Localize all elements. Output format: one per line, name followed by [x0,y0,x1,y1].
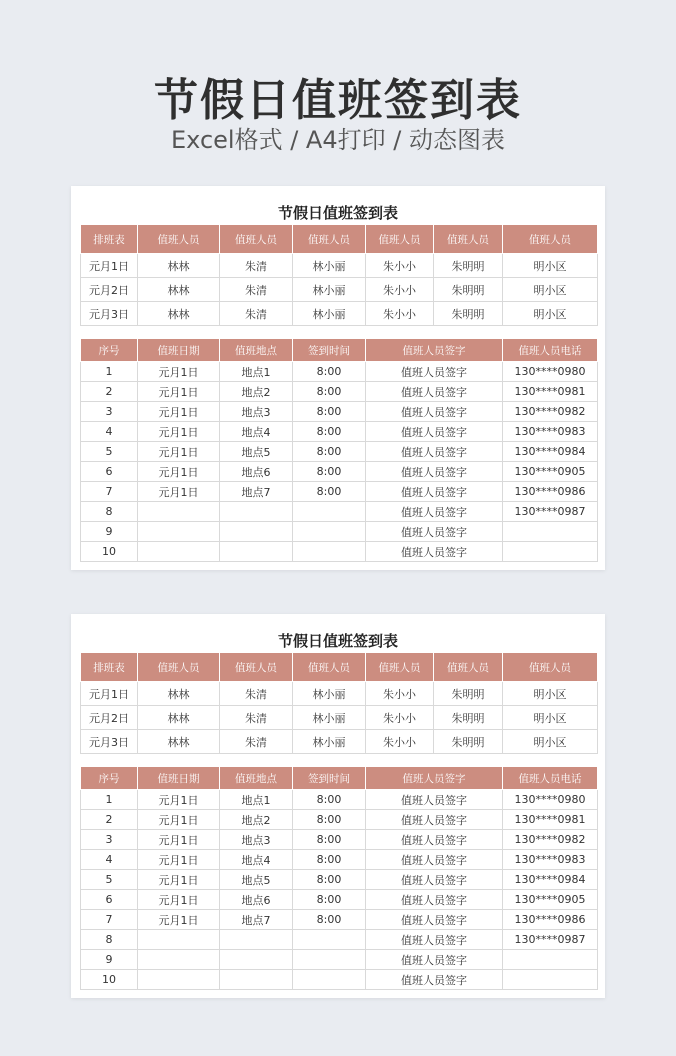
schedule-cell: 朱小小 [366,730,434,754]
signin-cell [503,950,598,970]
signin-cell: 值班人员签字 [366,522,503,542]
signin-cell: 元月1日 [138,382,220,402]
table-row [81,706,598,730]
signin-cell: 130****0982 [503,830,598,850]
signin-cell: 130****0982 [503,402,598,422]
table-row [81,682,598,706]
table-row [81,254,598,278]
signin-cell: 元月1日 [138,830,220,850]
signin-cell: 元月1日 [138,362,220,382]
header-row [81,339,598,362]
table-row [81,850,598,870]
header-row [81,653,598,682]
schedule-cell: 明小区 [503,682,598,706]
signin-cell: 130****0980 [503,790,598,810]
signin-cell: 地点3 [220,402,293,422]
schedule-cell: 朱明明 [434,278,503,302]
table-row [81,870,598,890]
signin-cell: 元月1日 [138,442,220,462]
signin-cell: 值班人员签字 [366,382,503,402]
signin-cell [220,970,293,990]
signin-cell: 值班人员签字 [366,422,503,442]
schedule-cell: 明小区 [503,730,598,754]
signin-cell: 6 [81,462,138,482]
signin-cell: 地点2 [220,382,293,402]
schedule-header-cell: 排班表 [81,225,138,254]
schedule-cell: 朱小小 [366,682,434,706]
signin-table [80,338,598,562]
signin-header-cell: 值班地点 [220,767,293,790]
signin-header-cell: 值班地点 [220,339,293,362]
table-row [81,790,598,810]
table-row [81,482,598,502]
signin-cell: 元月1日 [138,910,220,930]
signin-cell: 3 [81,402,138,422]
signin-cell: 7 [81,910,138,930]
table-row [81,930,598,950]
signin-cell [138,930,220,950]
signin-cell: 地点3 [220,830,293,850]
signin-cell: 8:00 [293,870,366,890]
schedule-header-cell: 值班人员 [220,225,293,254]
table-row [81,402,598,422]
signin-cell: 值班人员签字 [366,890,503,910]
schedule-cell: 林林 [138,706,220,730]
signin-cell: 8:00 [293,362,366,382]
signin-cell: 地点4 [220,850,293,870]
signin-header-cell: 值班人员电话 [503,767,598,790]
signin-cell: 元月1日 [138,790,220,810]
signin-cell: 地点7 [220,910,293,930]
signin-cell: 8:00 [293,830,366,850]
signin-cell [293,522,366,542]
signin-cell [138,950,220,970]
page-subtitle: Excel格式 / A4打印 / 动态图表 [171,126,505,154]
signin-cell: 9 [81,950,138,970]
schedule-cell: 元月1日 [81,254,138,278]
signin-cell: 130****0981 [503,382,598,402]
schedule-cell: 元月3日 [81,302,138,326]
signin-cell: 地点1 [220,362,293,382]
signin-header-cell: 签到时间 [293,767,366,790]
signin-cell: 2 [81,382,138,402]
signin-cell: 元月1日 [138,850,220,870]
signin-cell: 6 [81,890,138,910]
signin-cell [503,542,598,562]
signin-cell: 130****0986 [503,482,598,502]
schedule-cell: 明小区 [503,254,598,278]
table-row [81,542,598,562]
signin-cell: 元月1日 [138,422,220,442]
schedule-table [80,652,598,754]
signin-header-cell: 值班日期 [138,339,220,362]
signin-cell: 地点5 [220,870,293,890]
signin-cell: 8:00 [293,402,366,422]
signin-cell: 5 [81,442,138,462]
schedule-cell: 朱清 [220,254,293,278]
signin-cell: 值班人员签字 [366,910,503,930]
signin-cell: 8:00 [293,382,366,402]
signin-cell: 1 [81,790,138,810]
signin-cell: 8 [81,502,138,522]
signin-cell: 值班人员签字 [366,482,503,502]
signin-cell: 8 [81,930,138,950]
signin-header [81,767,598,790]
signin-cell: 5 [81,870,138,890]
schedule-header-cell: 排班表 [81,653,138,682]
schedule-header-cell: 值班人员 [293,653,366,682]
table-row [81,362,598,382]
signin-cell: 地点6 [220,462,293,482]
signin-cell [293,930,366,950]
table-row [81,730,598,754]
signin-cell [138,522,220,542]
signin-cell: 地点5 [220,442,293,462]
table-row [81,302,598,326]
header-row [81,225,598,254]
table-row [81,278,598,302]
schedule-cell: 朱清 [220,730,293,754]
schedule-table [80,224,598,326]
table-row [81,950,598,970]
signin-cell [503,970,598,990]
signin-cell: 2 [81,810,138,830]
signin-cell: 4 [81,850,138,870]
signin-cell [220,502,293,522]
signin-cell: 10 [81,542,138,562]
signin-header-cell: 值班人员签字 [366,767,503,790]
signin-body [81,790,598,990]
schedule-cell: 朱小小 [366,254,434,278]
signin-cell [138,542,220,562]
signin-cell [220,522,293,542]
schedule-header-cell: 值班人员 [366,225,434,254]
signin-cell: 10 [81,970,138,990]
schedule-cell: 林林 [138,278,220,302]
table-row [81,382,598,402]
signin-cell: 8:00 [293,810,366,830]
signin-cell [220,542,293,562]
schedule-header-cell: 值班人员 [434,653,503,682]
signin-cell: 值班人员签字 [366,542,503,562]
signin-cell [293,502,366,522]
signin-cell: 130****0983 [503,850,598,870]
signin-cell: 9 [81,522,138,542]
signin-cell: 1 [81,362,138,382]
schedule-cell: 朱清 [220,682,293,706]
signin-cell: 130****0984 [503,870,598,890]
signin-cell: 8:00 [293,910,366,930]
signin-cell: 地点1 [220,790,293,810]
sheet-preview [71,186,605,570]
signin-cell [220,930,293,950]
signin-header-cell: 签到时间 [293,339,366,362]
signin-cell: 130****0983 [503,422,598,442]
schedule-cell: 朱小小 [366,706,434,730]
signin-cell: 8:00 [293,850,366,870]
schedule-body [81,682,598,754]
signin-header-cell: 值班日期 [138,767,220,790]
signin-cell: 地点7 [220,482,293,502]
table-row [81,810,598,830]
schedule-header-cell: 值班人员 [138,653,220,682]
signin-cell: 130****0986 [503,910,598,930]
signin-cell [220,950,293,970]
schedule-cell: 朱小小 [366,302,434,326]
signin-cell [503,522,598,542]
signin-cell: 8:00 [293,422,366,442]
schedule-header-cell: 值班人员 [293,225,366,254]
signin-cell: 7 [81,482,138,502]
sheet-preview [71,614,605,998]
schedule-cell: 朱小小 [366,278,434,302]
schedule-cell: 林小丽 [293,278,366,302]
page-title: 节假日值班签到表 [154,75,522,126]
schedule-header-cell: 值班人员 [503,653,598,682]
table-row [81,970,598,990]
signin-cell: 130****0987 [503,930,598,950]
signin-cell: 3 [81,830,138,850]
schedule-cell: 朱明明 [434,682,503,706]
signin-cell: 值班人员签字 [366,462,503,482]
signin-cell: 地点6 [220,890,293,910]
signin-cell: 值班人员签字 [366,850,503,870]
signin-cell: 值班人员签字 [366,810,503,830]
signin-cell: 130****0987 [503,502,598,522]
table-row [81,890,598,910]
header-row [81,767,598,790]
schedule-header [81,653,598,682]
schedule-cell: 林小丽 [293,254,366,278]
signin-header-cell: 值班人员电话 [503,339,598,362]
signin-cell: 值班人员签字 [366,362,503,382]
schedule-header-cell: 值班人员 [434,225,503,254]
schedule-header-cell: 值班人员 [366,653,434,682]
schedule-cell: 元月2日 [81,706,138,730]
signin-cell: 8:00 [293,462,366,482]
schedule-header [81,225,598,254]
signin-cell [293,950,366,970]
signin-cell: 8:00 [293,482,366,502]
schedule-cell: 明小区 [503,706,598,730]
schedule-cell: 元月2日 [81,278,138,302]
signin-cell: 130****0981 [503,810,598,830]
schedule-cell: 元月3日 [81,730,138,754]
schedule-cell: 明小区 [503,278,598,302]
schedule-cell: 林小丽 [293,682,366,706]
signin-cell: 元月1日 [138,402,220,422]
signin-header-cell: 值班人员签字 [366,339,503,362]
schedule-cell: 林林 [138,302,220,326]
schedule-cell: 林林 [138,254,220,278]
schedule-cell: 元月1日 [81,682,138,706]
signin-cell [293,970,366,990]
signin-cell: 值班人员签字 [366,790,503,810]
signin-body [81,362,598,562]
signin-cell: 值班人员签字 [366,950,503,970]
schedule-cell: 朱清 [220,706,293,730]
signin-cell: 8:00 [293,890,366,910]
signin-cell: 元月1日 [138,462,220,482]
table-row [81,910,598,930]
signin-cell: 值班人员签字 [366,970,503,990]
schedule-cell: 林小丽 [293,730,366,754]
table-row [81,830,598,850]
table-row [81,462,598,482]
signin-header-cell: 序号 [81,339,138,362]
table-row [81,442,598,462]
schedule-cell: 明小区 [503,302,598,326]
signin-cell [293,542,366,562]
table-row [81,502,598,522]
schedule-cell: 朱明明 [434,706,503,730]
signin-cell [138,970,220,990]
schedule-cell: 朱清 [220,278,293,302]
signin-cell: 地点4 [220,422,293,442]
schedule-cell: 林林 [138,682,220,706]
schedule-cell: 林小丽 [293,706,366,730]
signin-cell: 4 [81,422,138,442]
signin-cell: 元月1日 [138,810,220,830]
schedule-cell: 朱明明 [434,254,503,278]
signin-cell: 130****0905 [503,462,598,482]
schedule-cell: 朱明明 [434,730,503,754]
signin-table [80,766,598,990]
signin-cell: 130****0984 [503,442,598,462]
schedule-body [81,254,598,326]
table-row [81,522,598,542]
schedule-cell: 朱清 [220,302,293,326]
signin-cell: 8:00 [293,442,366,462]
signin-cell: 8:00 [293,790,366,810]
signin-cell: 元月1日 [138,482,220,502]
signin-cell: 元月1日 [138,890,220,910]
signin-header [81,339,598,362]
signin-cell: 值班人员签字 [366,870,503,890]
schedule-header-cell: 值班人员 [503,225,598,254]
signin-cell: 值班人员签字 [366,502,503,522]
signin-cell: 值班人员签字 [366,442,503,462]
schedule-cell: 朱明明 [434,302,503,326]
signin-header-cell: 序号 [81,767,138,790]
table-row [81,422,598,442]
signin-cell: 值班人员签字 [366,830,503,850]
sheet-title: 节假日值班签到表 [277,204,398,222]
schedule-cell: 林小丽 [293,302,366,326]
signin-cell: 130****0980 [503,362,598,382]
signin-cell: 值班人员签字 [366,402,503,422]
signin-cell: 值班人员签字 [366,930,503,950]
schedule-header-cell: 值班人员 [220,653,293,682]
schedule-cell: 林林 [138,730,220,754]
signin-cell: 地点2 [220,810,293,830]
sheet-title: 节假日值班签到表 [277,632,398,650]
signin-cell: 130****0905 [503,890,598,910]
signin-cell [138,502,220,522]
signin-cell: 元月1日 [138,870,220,890]
schedule-header-cell: 值班人员 [138,225,220,254]
